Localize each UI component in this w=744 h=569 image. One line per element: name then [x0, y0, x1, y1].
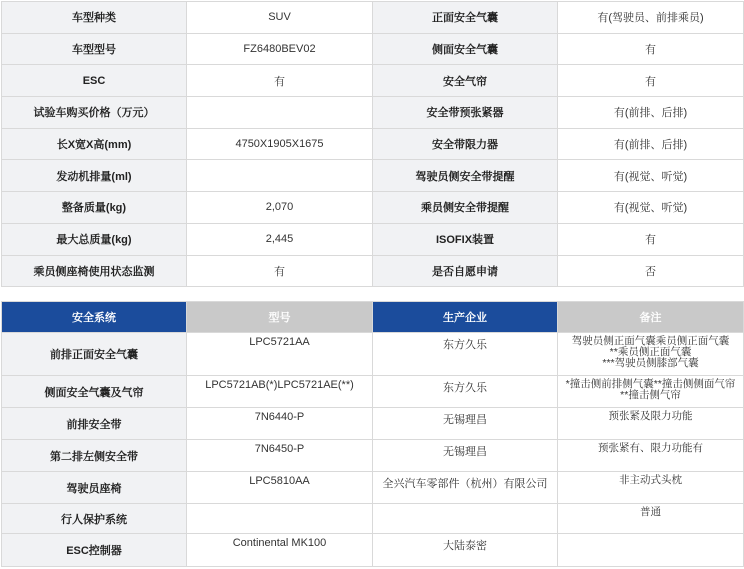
spec-label: 最大总质量(kg) [2, 223, 187, 255]
spec-label: 正面安全气囊 [373, 2, 558, 34]
note-line: ***驾驶员侧膝部气囊 [602, 357, 699, 369]
spec-value: 2,445 [187, 223, 373, 255]
spec-row [2, 2, 744, 34]
spec-label: 试验车购买价格（万元） [2, 97, 187, 129]
spec-label: 车型型号 [2, 33, 187, 65]
spec-value: 4750X1905X1675 [187, 128, 373, 160]
spec-label: 乘员侧安全带提醒 [373, 192, 558, 224]
spec-label: ISOFIX装置 [373, 223, 558, 255]
spec-row [2, 223, 744, 255]
system-maker: 无锡理昌 [373, 440, 558, 472]
header-notes: 备注 [558, 302, 744, 333]
spec-label: 发动机排量(ml) [2, 160, 187, 192]
note-line: **乘员侧正面气囊 [609, 346, 692, 358]
spec-value: 有(视觉、听觉) [558, 192, 744, 224]
system-model: LPC5721AB(*)LPC5721AE(**) [187, 376, 373, 408]
spec-value: 有(前排、后排) [558, 128, 744, 160]
system-notes [558, 534, 744, 567]
spec-row [2, 160, 744, 192]
spec-value: 有 [558, 65, 744, 97]
header-maker: 生产企业 [373, 302, 558, 333]
system-row [2, 472, 744, 504]
system-maker [373, 504, 558, 534]
system-model: LPC5810AA [187, 472, 373, 504]
spec-value: 2,070 [187, 192, 373, 224]
system-row [2, 440, 744, 472]
spec-value: FZ6480BEV02 [187, 33, 373, 65]
spec-row [2, 128, 744, 160]
note-line: 非主动式头枕 [619, 474, 682, 486]
spec-label: 安全带预张紧器 [373, 97, 558, 129]
spec-row [2, 192, 744, 224]
system-model: 7N6450-P [187, 440, 373, 472]
header-model: 型号 [187, 302, 373, 333]
system-notes [558, 472, 744, 504]
system-row [2, 376, 744, 408]
spec-value: 否 [558, 255, 744, 287]
vehicle-spec-table [1, 1, 744, 287]
spec-row [2, 65, 744, 97]
spec-row [2, 97, 744, 129]
spec-value: 有(驾驶员、前排乘员) [558, 2, 744, 34]
system-row [2, 504, 744, 534]
spec-value [187, 97, 373, 129]
note-line: **撞击侧气帘 [620, 389, 681, 401]
spec-label: 车型种类 [2, 2, 187, 34]
system-row [2, 408, 744, 440]
system-name: 行人保护系统 [2, 504, 187, 534]
system-name: 侧面安全气囊及气帘 [2, 376, 187, 408]
system-name: 第二排左侧安全带 [2, 440, 187, 472]
spec-label: 是否自愿申请 [373, 255, 558, 287]
spec-label: 乘员侧座椅使用状态监测 [2, 255, 187, 287]
spec-value: SUV [187, 2, 373, 34]
system-maker: 大陆泰密 [373, 534, 558, 567]
system-maker: 东方久乐 [373, 376, 558, 408]
system-maker: 东方久乐 [373, 333, 558, 376]
spec-value: 有 [558, 33, 744, 65]
spec-value: 有(视觉、听觉) [558, 160, 744, 192]
system-model: 7N6440-P [187, 408, 373, 440]
spec-value: 有 [187, 65, 373, 97]
system-notes [558, 504, 744, 534]
spec-label: ESC [2, 65, 187, 97]
system-notes [558, 333, 744, 376]
spec-table-body [2, 2, 744, 287]
spec-label: 驾驶员侧安全带提醒 [373, 160, 558, 192]
note-line: 驾驶员侧正面气囊乘员侧正面气囊 [571, 335, 730, 347]
note-line: 预张紧有、限力功能有 [598, 442, 703, 454]
spec-row [2, 255, 744, 287]
system-name: 驾驶员座椅 [2, 472, 187, 504]
system-model [187, 504, 373, 534]
header-system: 安全系统 [2, 302, 187, 333]
safety-system-table [1, 301, 744, 567]
system-model: Continental MK100 [187, 534, 373, 567]
system-table-body [2, 333, 744, 567]
note-line: *撞击侧前排侧气囊**撞击侧侧面气帘 [565, 378, 736, 390]
system-name: ESC控制器 [2, 534, 187, 567]
spec-value [187, 160, 373, 192]
spec-label: 安全带限力器 [373, 128, 558, 160]
system-notes [558, 408, 744, 440]
system-row [2, 534, 744, 567]
spec-value: 有 [187, 255, 373, 287]
system-row [2, 333, 744, 376]
system-header-row [2, 302, 744, 333]
system-notes [558, 440, 744, 472]
system-name: 前排正面安全气囊 [2, 333, 187, 376]
system-name: 前排安全带 [2, 408, 187, 440]
spec-label: 整备质量(kg) [2, 192, 187, 224]
spec-row [2, 33, 744, 65]
system-maker: 无锡理昌 [373, 408, 558, 440]
spec-label: 长X宽X高(mm) [2, 128, 187, 160]
spec-label: 安全气帘 [373, 65, 558, 97]
spec-value: 有(前排、后排) [558, 97, 744, 129]
spec-value: 有 [558, 223, 744, 255]
spec-label: 侧面安全气囊 [373, 33, 558, 65]
system-notes [558, 376, 744, 408]
note-line: 预张紧及限力功能 [608, 410, 693, 422]
system-maker: 全兴汽车零部件（杭州）有限公司 [373, 472, 558, 504]
system-model: LPC5721AA [187, 333, 373, 376]
note-line: 普通 [640, 506, 661, 518]
